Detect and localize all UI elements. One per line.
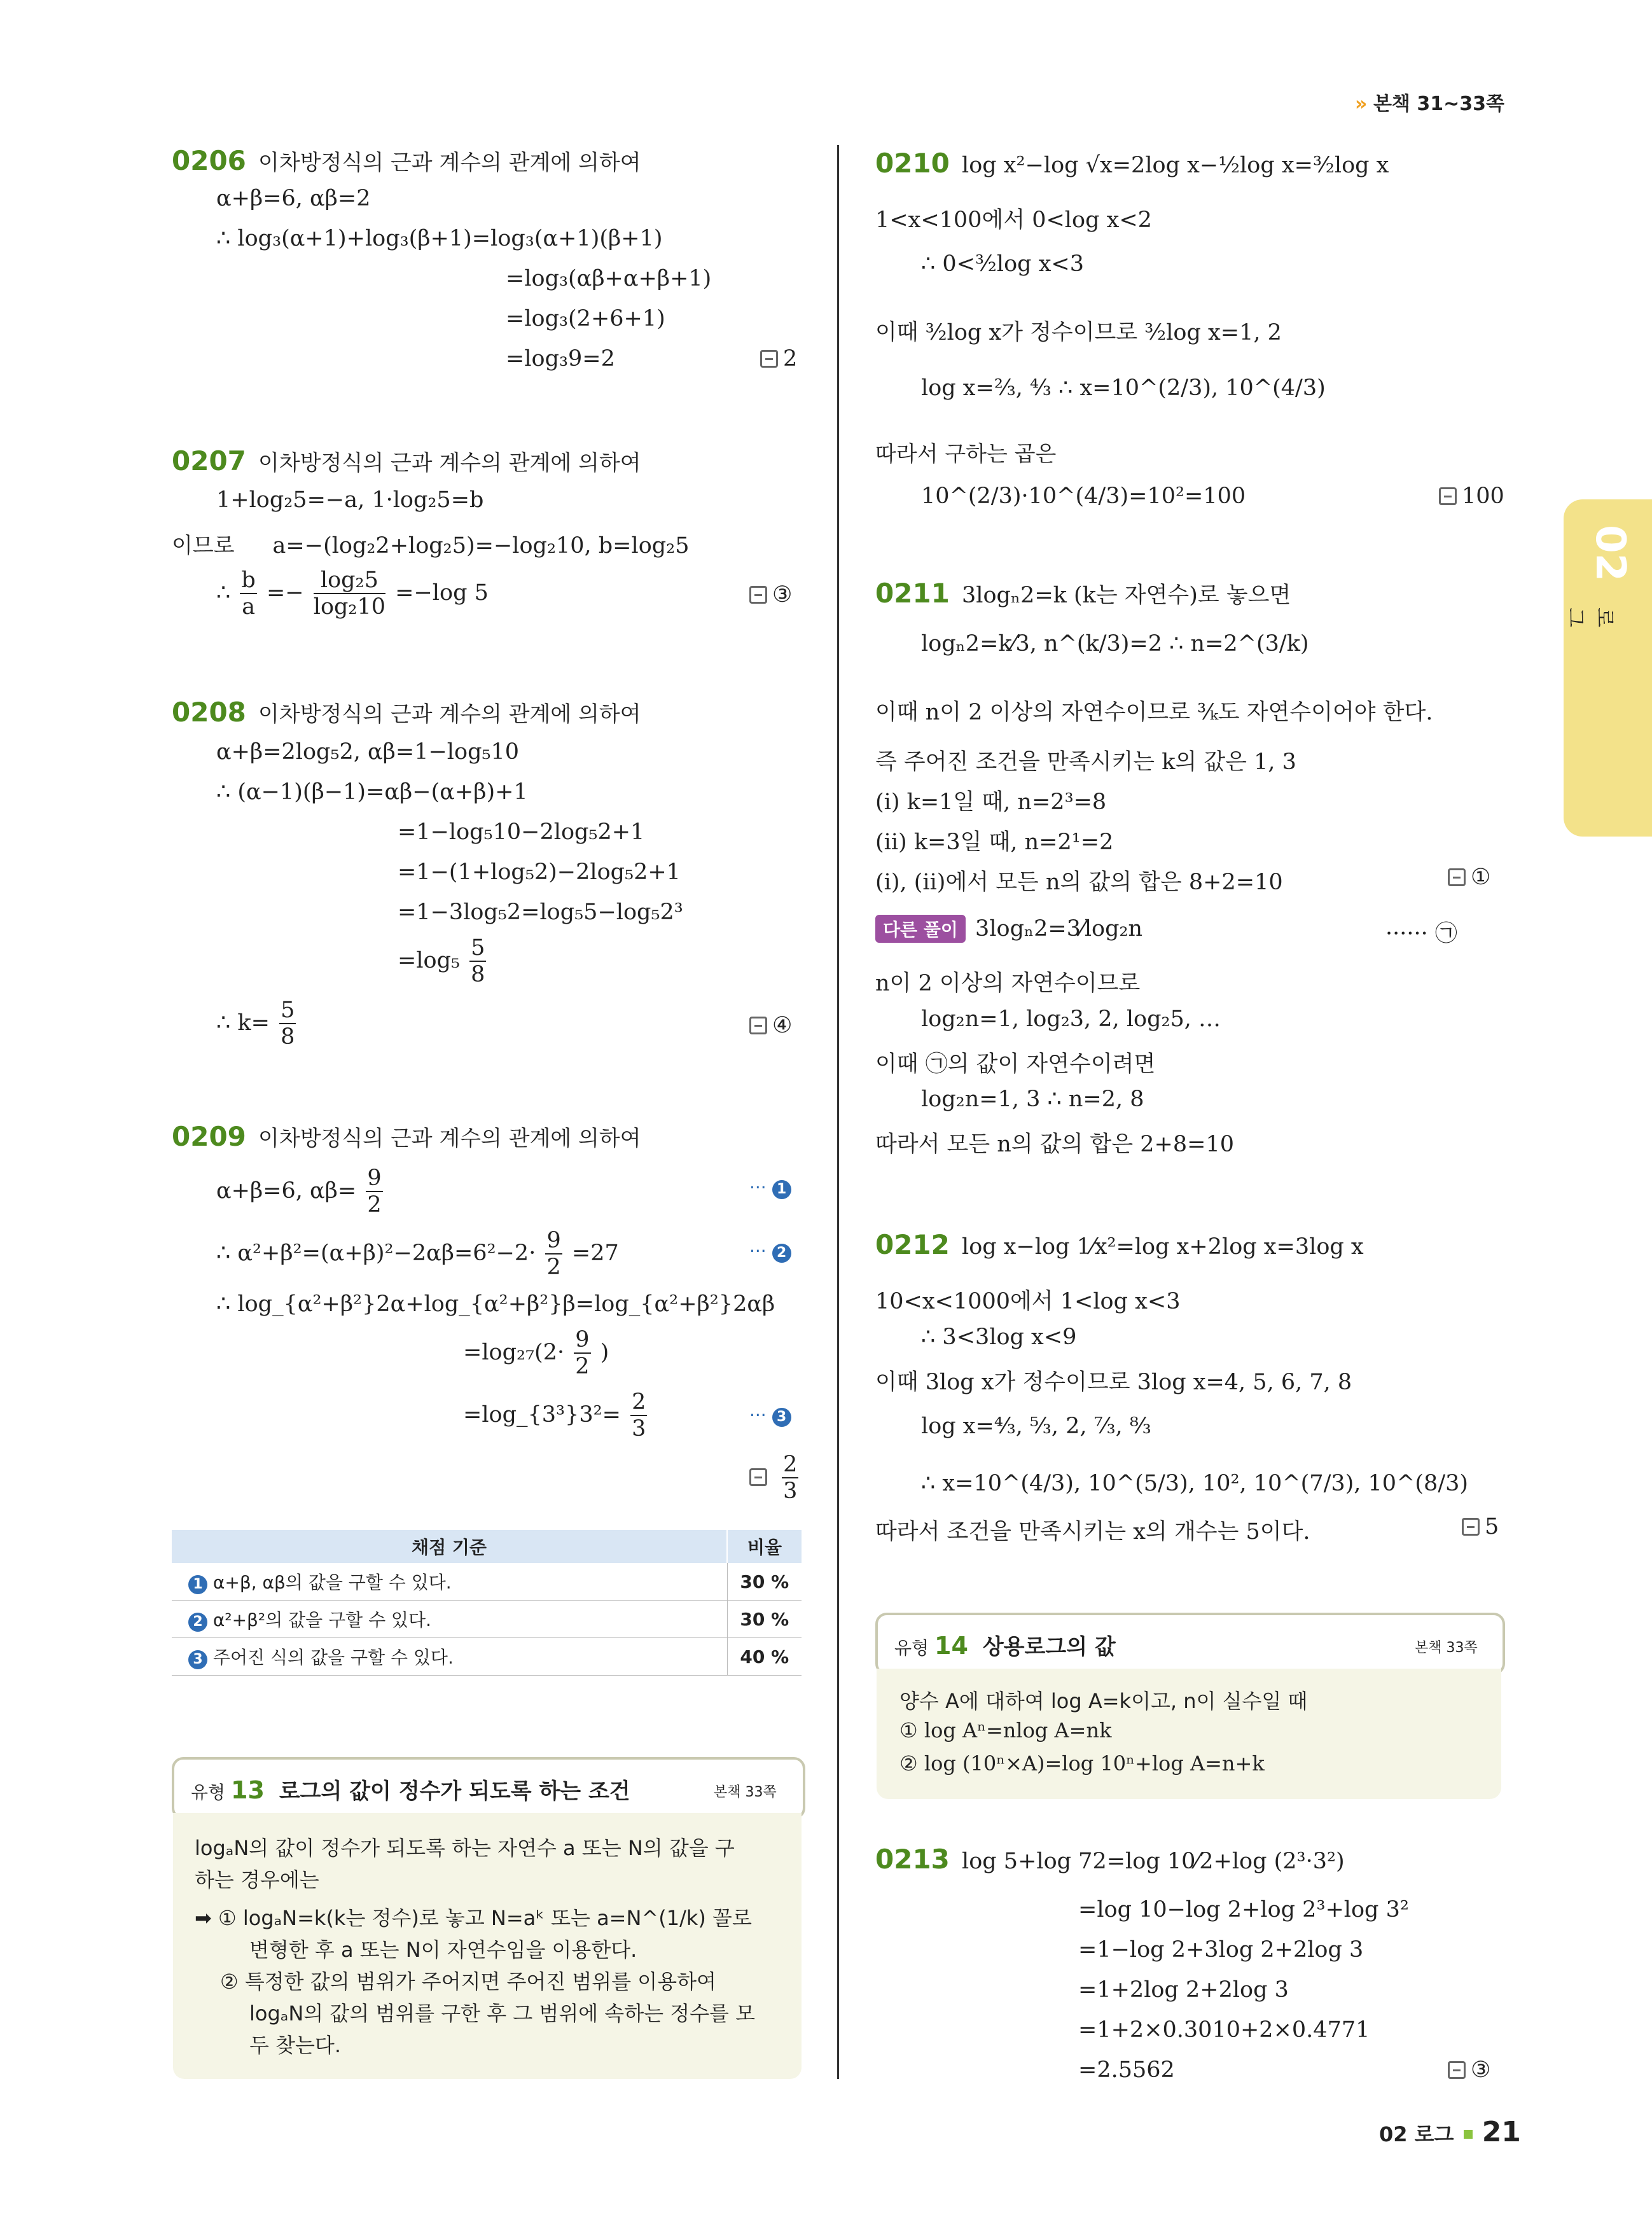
fraction-line: ∴ $\frac{b}{a}$ =− $\frac{\text{log₂5}}{\text{log₂10}}$ =−log 5	[216, 567, 489, 620]
fraction-line: =log₂₇(2· $\frac{9}{2}$ )	[463, 1327, 609, 1380]
problem-number: 0209	[172, 1121, 246, 1152]
problem-number: 0208	[172, 697, 246, 728]
table-header: 비율	[727, 1530, 802, 1563]
solution-line: 1<x<100에서 0<log x<2	[875, 207, 1152, 233]
fraction-line: =log₅ $\frac{5}{8}$	[398, 935, 485, 988]
answer: 100	[1439, 483, 1504, 509]
problem-number: 0213	[875, 1844, 950, 1875]
solution-line: =1−3log₅2=log₅5−log₅2³	[398, 900, 683, 925]
solution-line: 따라서 조건을 만족시키는 x의 개수는 5이다.	[875, 1519, 1310, 1545]
answer: ③	[749, 582, 792, 608]
solution-line: 10<x<1000에서 1<log x<3	[875, 1289, 1181, 1314]
answer-icon	[749, 1017, 767, 1034]
solution-line: 따라서 모든 n의 값의 합은 2+8=10	[875, 1132, 1234, 1157]
answer-icon	[1462, 1518, 1480, 1536]
chapter-label: 로그	[1564, 608, 1617, 627]
solution-line: 10^(2/3)·10^(4/3)=10²=100	[921, 483, 1246, 509]
solution-line: 이때 ㉠의 값이 자연수이려면	[875, 1052, 1156, 1077]
footer-chapter: 02 로그	[1379, 2122, 1454, 2146]
double-chevron-icon: »	[1355, 93, 1368, 115]
solution-line: ∴ x=10^(4/3), 10^(5/3), 10², 10^(7/3), 10^(8/3)	[921, 1471, 1469, 1496]
solution-line: α+β=6, αβ=2	[216, 186, 371, 211]
alternative-solution-badge: 다른 풀이	[875, 915, 966, 943]
solution-line: =1−log 2+3log 2+2log 3	[1078, 1937, 1364, 1963]
type-ref: 본책 33쪽	[714, 1784, 777, 1800]
type-label: 유형	[894, 1637, 929, 1658]
solution-line: 이때 ³⁄₂log x가 정수이므로 ³⁄₂log x=1, 2	[875, 320, 1282, 345]
fraction-line: =log_{3³}3²= $\frac{2}{3}$	[463, 1389, 646, 1442]
solution-line: ∴ 3<3log x<9	[921, 1324, 1077, 1350]
solution-line: a=−(log₂2+log₂5)=−log₂10, b=log₂5	[272, 533, 690, 559]
solution-line: =log₃(2+6+1)	[506, 306, 665, 331]
solution-line: log x²−log √x=2log x−½log x=³⁄₂log x	[962, 153, 1389, 178]
answer-icon	[1448, 2061, 1466, 2079]
type-title: 상용로그의 값	[982, 1634, 1116, 1660]
problem-number: 0212	[875, 1229, 950, 1260]
footer-square-icon	[1464, 2130, 1473, 2139]
problem-intro: 이차방정식의 근과 계수의 관계에 의하여	[258, 450, 641, 476]
solution-line: log x−log 1⁄x²=log x+2log x=3log x	[962, 1234, 1364, 1260]
solution-line: ∴ (α−1)(β−1)=αβ−(α+β)+1	[216, 779, 528, 805]
solution-line: (i) k=1일 때, n=2³=8	[875, 789, 1107, 815]
scoring-table	[172, 1530, 802, 1676]
type-13-header	[172, 1757, 805, 1819]
answer-icon	[1439, 487, 1457, 505]
solution-line: 3logₙ2=3⁄log₂n	[975, 916, 1143, 942]
type-ref: 본책 33쪽	[1415, 1640, 1478, 1656]
fraction-line: ∴ k= $\frac{5}{8}$	[216, 997, 295, 1050]
solution-text: 이므로	[172, 533, 235, 559]
solution-text: 따라서 구하는 곱은	[875, 441, 1057, 467]
answer: ③	[1448, 2057, 1490, 2083]
chapter-side-tab	[1564, 499, 1652, 837]
fraction-line: α+β=6, αβ= $\frac{9}{2}$	[216, 1165, 382, 1218]
page-reference-text: 본책 31~33쪽	[1373, 93, 1504, 115]
solution-line: 3logₙ2=k (k는 자연수)로 놓으면	[962, 583, 1291, 608]
step-marker: 1	[772, 1180, 791, 1199]
solution-line: log₂n=1, log₂3, 2, log₂5, …	[921, 1006, 1221, 1032]
answer: 2	[760, 346, 797, 372]
solution-line: logₙ2=k⁄3, n^(k/3)=2 ∴ n=2^(3/k)	[921, 631, 1309, 657]
equation-marker: ······ ㉠	[1385, 921, 1457, 947]
solution-line: (ii) k=3일 때, n=2¹=2	[875, 830, 1114, 855]
solution-line: (i), (ii)에서 모든 n의 값의 합은 8+2=10	[875, 870, 1283, 895]
solution-line: log x=²⁄₃, ⁴⁄₃ ∴ x=10^(2/3), 10^(4/3)	[921, 375, 1326, 401]
problem-intro: 이차방정식의 근과 계수의 관계에 의하여	[258, 702, 641, 727]
solution-line: =log₃9=2	[506, 346, 615, 372]
problem-intro: 이차방정식의 근과 계수의 관계에 의하여	[258, 1126, 641, 1151]
type-number: 13	[231, 1776, 265, 1804]
solution-line: =2.5562	[1078, 2057, 1175, 2083]
problem-intro: 이차방정식의 근과 계수의 관계에 의하여	[258, 150, 641, 176]
solution-line: log 5+log 72=log 10⁄2+log (2³·3²)	[962, 1849, 1345, 1874]
answer-icon	[749, 1468, 767, 1486]
problem-number: 0206	[172, 145, 246, 176]
table-row: 3 주어진 식의 값을 구할 수 있다. 40 %	[172, 1638, 802, 1676]
answer: 5	[1462, 1514, 1499, 1539]
problem-number: 0207	[172, 445, 246, 476]
problem-number: 0211	[875, 578, 950, 609]
table-header: 채점 기준	[172, 1530, 727, 1563]
solution-line: =1−(1+log₅2)−2log₅2+1	[398, 859, 681, 885]
answer-icon	[749, 586, 767, 604]
solution-line: 1+log₂5=−a, 1·log₂5=b	[216, 487, 484, 513]
answer: ①	[1448, 865, 1490, 890]
solution-line: n이 2 이상의 자연수이므로	[875, 971, 1141, 996]
solution-line: log₂n=1, 3 ∴ n=2, 8	[921, 1087, 1144, 1112]
solution-line: α+β=2log₅2, αβ=1−log₅10	[216, 739, 520, 765]
problem-number: 0210	[875, 148, 950, 179]
type-title: 로그의 값이 정수가 되도록 하는 조건	[279, 1779, 630, 1804]
solution-line: ∴ log₃(α+1)+log₃(β+1)=log₃(α+1)(β+1)	[216, 226, 663, 251]
page-reference	[1355, 88, 1504, 116]
step-marker: 3	[772, 1408, 791, 1427]
chapter-number: 02	[1586, 525, 1634, 582]
solution-line: =1+2log 2+2log 3	[1078, 1977, 1289, 2003]
type-label: 유형	[191, 1782, 226, 1803]
page-number: 21	[1482, 2116, 1521, 2148]
solution-line: ∴ 0<³⁄₂log x<3	[921, 251, 1085, 277]
solution-line: 즉 주어진 조건을 만족시키는 k의 값은 1, 3	[875, 749, 1296, 775]
solution-line: =log₃(αβ+α+β+1)	[506, 266, 712, 291]
page-footer	[1379, 2116, 1521, 2148]
answer: ④	[749, 1013, 792, 1038]
type-number: 14	[934, 1632, 968, 1660]
answer-icon	[1448, 868, 1466, 886]
solution-line: =log 10−log 2+log 2³+log 3²	[1078, 1897, 1409, 1922]
type-14-body: 양수 A에 대하여 log A=k이고, n이 실수일 때 ① log Aⁿ=nlog A=nk ② log (10ⁿ×A)=log 10ⁿ+log A=n+k	[877, 1669, 1501, 1799]
step-marker: 2	[772, 1244, 791, 1263]
solution-line: ∴ log_{α²+β²}2α+log_{α²+β²}β=log_{α²+β²}2αβ	[216, 1291, 775, 1317]
answer-icon	[760, 350, 778, 368]
solution-line: =1−log₅10−2log₅2+1	[398, 819, 645, 845]
type-14-header	[875, 1613, 1505, 1675]
answer: $\frac{2}{3}$	[749, 1452, 801, 1505]
fraction-line: ∴ α²+β²=(α+β)²−2αβ=6²−2· $\frac{9}{2}$ =27	[216, 1228, 619, 1281]
table-row: 1 α+β, αβ의 값을 구할 수 있다. 30 %	[172, 1563, 802, 1601]
solution-line: log x=⁴⁄₃, ⁵⁄₃, 2, ⁷⁄₃, ⁸⁄₃	[921, 1414, 1151, 1439]
solution-line: 이때 n이 2 이상의 자연수이므로 ³⁄ₖ도 자연수이어야 한다.	[875, 700, 1433, 725]
type-13-body: logₐN의 값이 정수가 되도록 하는 자연수 a 또는 N의 값을 구 하는 경우에는 ➡ ① logₐN=k(k는 정수)로 놓고 N=aᵏ 또는 a=N^(1/k) 꼴로 변형한 후 a 또는 N이 자연수임을 이용한다. ② 특정한 값의 범위가 주어지면 주어진 범위를 이용하여 logₐN의 값의 범위를 구한 후 그 범위에 속하는 정수를 모 두 찾는다.	[173, 1813, 802, 2079]
solution-line: =1+2×0.3010+2×0.4771	[1078, 2017, 1370, 2043]
solution-line: 이때 3log x가 정수이므로 3log x=4, 5, 6, 7, 8	[875, 1370, 1352, 1395]
table-row: 2 α²+β²의 값을 구할 수 있다. 30 %	[172, 1601, 802, 1638]
column-divider	[837, 145, 839, 2079]
